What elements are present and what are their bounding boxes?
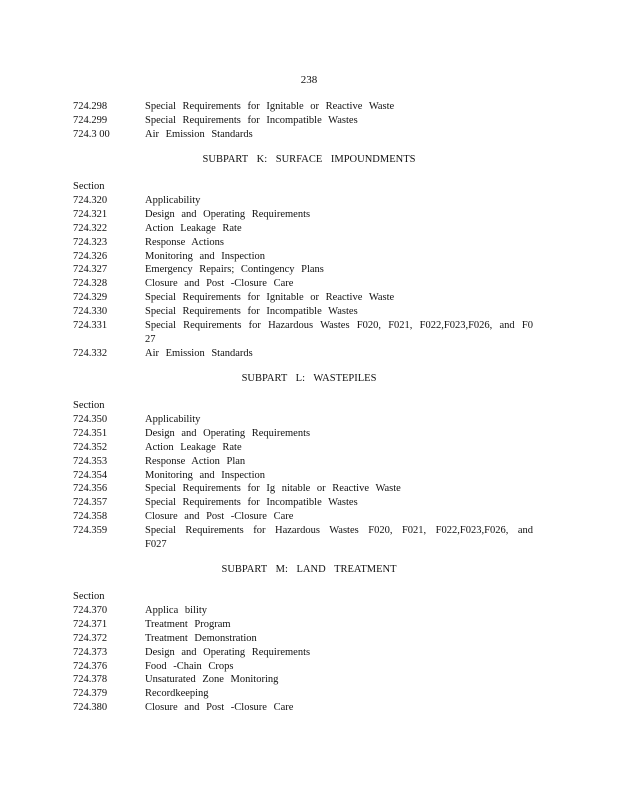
- section-title: Applicability: [145, 413, 201, 425]
- section-number: 724.354: [73, 469, 108, 481]
- section-title: Closure and Post -Closure Care: [145, 511, 294, 523]
- list-item: [73, 347, 533, 361]
- subpart-k-heading: SUBPART K: SURFACE IMPOUNDMENTS: [202, 154, 416, 165]
- section-title: Action Leakage Rate: [145, 441, 242, 453]
- subpart-k-list: [73, 180, 533, 361]
- section-title: Special Requirements for Incompatible Wastes: [145, 114, 358, 126]
- list-item: [73, 319, 533, 347]
- list-item: [73, 673, 533, 687]
- section-title: Response Actions: [145, 236, 224, 248]
- list-item: [73, 660, 533, 674]
- list-item: [73, 687, 533, 701]
- section-title: Food -Chain Crops: [145, 660, 234, 672]
- list-item: [73, 128, 533, 142]
- section-title: Treatment Program: [145, 618, 231, 630]
- list-item: [73, 524, 533, 552]
- section-number: 724.379: [73, 688, 108, 700]
- section-number: 724.323: [73, 236, 108, 248]
- section-number: 724.376: [73, 660, 108, 672]
- section-number: 724.380: [73, 702, 108, 714]
- list-item: [73, 482, 533, 496]
- section-number: 724.378: [73, 674, 108, 686]
- section-title: Closure and Post -Closure Care: [145, 278, 294, 290]
- list-item: [73, 646, 533, 660]
- list-item: [73, 100, 533, 114]
- section-number: 724.327: [73, 264, 108, 276]
- section-title: Treatment Demonstration: [145, 632, 257, 644]
- section-number: 724.351: [73, 427, 108, 439]
- section-title: Design and Operating Requirements: [145, 208, 311, 220]
- section-number: 724.352: [73, 441, 108, 453]
- list-item: [73, 618, 533, 632]
- subpart-l-heading: SUBPART L: WASTEPILES: [241, 373, 377, 384]
- list-item: [73, 277, 533, 291]
- top-entries: [73, 100, 533, 142]
- section-label: Section: [73, 181, 105, 192]
- list-item: [73, 236, 533, 250]
- list-item: [73, 604, 533, 618]
- section-title: Special Requirements for Incompatible Wastes: [145, 497, 358, 509]
- section-number: 724.358: [73, 511, 108, 523]
- section-number: 724.332: [73, 347, 108, 359]
- section-title: Closure and Post -Closure Care: [145, 702, 294, 714]
- list-item: [73, 455, 533, 469]
- list-item: [73, 291, 533, 305]
- section-title: Special Requirements for Ignitable or Reactive Waste: [145, 292, 395, 304]
- section-number: 724.298: [73, 101, 108, 112]
- section-number: 724.372: [73, 632, 108, 644]
- section-title: Special Requirements for Ig nitable or Reactive Waste: [145, 483, 401, 495]
- section-number: 724.371: [73, 618, 108, 630]
- section-title: Unsaturated Zone Monitoring: [145, 674, 279, 686]
- list-item: [73, 263, 533, 277]
- list-item: [73, 194, 533, 208]
- page-number: 238: [300, 74, 318, 86]
- section-number: 724.356: [73, 483, 108, 495]
- list-item: [73, 305, 533, 319]
- section-title: Monitoring and Inspection: [145, 469, 265, 481]
- section-number: 724.320: [73, 194, 108, 206]
- section-title: Design and Operating Requirements: [145, 646, 311, 658]
- section-number: 724.330: [73, 306, 108, 318]
- list-item: [73, 510, 533, 524]
- list-item: [73, 222, 533, 236]
- section-title: Response Action Plan: [145, 455, 246, 467]
- subpart-m-list: [73, 590, 533, 715]
- section-number: 724.326: [73, 250, 108, 262]
- section-number: 724.299: [73, 114, 108, 126]
- section-title: Special Requirements for Incompatible Wastes: [145, 306, 358, 318]
- section-number: 724.370: [73, 604, 108, 616]
- section-number: 724.373: [73, 646, 108, 658]
- list-item: [73, 441, 533, 455]
- section-title: Special Requirements for Ignitable or Reactive Waste: [145, 101, 395, 112]
- list-item: [73, 701, 533, 715]
- section-number: 724.3 00: [73, 128, 110, 140]
- list-item: [73, 250, 533, 264]
- list-item: [73, 632, 533, 646]
- section-label: Section: [73, 591, 105, 602]
- section-number: 724.350: [73, 413, 108, 425]
- section-number: 724.331: [73, 320, 108, 332]
- section-title: Design and Operating Requirements: [145, 427, 311, 439]
- section-title: Emergency Repairs; Contingency Plans: [145, 264, 324, 276]
- list-item: [73, 469, 533, 483]
- list-item: [73, 496, 533, 510]
- list-item: [73, 208, 533, 222]
- section-title: Action Leakage Rate: [145, 222, 242, 234]
- section-number: 724.359: [73, 525, 108, 537]
- section-number: 724.322: [73, 222, 108, 234]
- section-number: 724.328: [73, 278, 108, 290]
- section-title: Monitoring and Inspection: [145, 250, 265, 262]
- section-title: Applicability: [145, 194, 201, 206]
- subpart-m-heading: SUBPART M: LAND TREATMENT: [221, 564, 397, 575]
- section-title: Special Requirements for Hazardous Wastes F020, F021, F022,F023,F026, and F0 27: [145, 320, 533, 345]
- list-item: [73, 413, 533, 427]
- list-item: [73, 114, 533, 128]
- list-item: [73, 427, 533, 441]
- section-title: Applica bility: [145, 604, 208, 616]
- section-number: 724.357: [73, 497, 108, 509]
- section-number: 724.353: [73, 455, 108, 467]
- section-title: Air Emission Standards: [145, 347, 253, 359]
- section-label: Section: [73, 400, 105, 411]
- section-title: Air Emission Standards: [145, 128, 253, 140]
- section-number: 724.329: [73, 292, 108, 304]
- section-title: Recordkeeping: [145, 688, 209, 700]
- section-title: Special Requirements for Hazardous Wastes F020, F021, F022,F023,F026, and F027: [145, 525, 533, 551]
- subpart-l-list: [73, 399, 533, 552]
- section-number: 724.321: [73, 208, 108, 220]
